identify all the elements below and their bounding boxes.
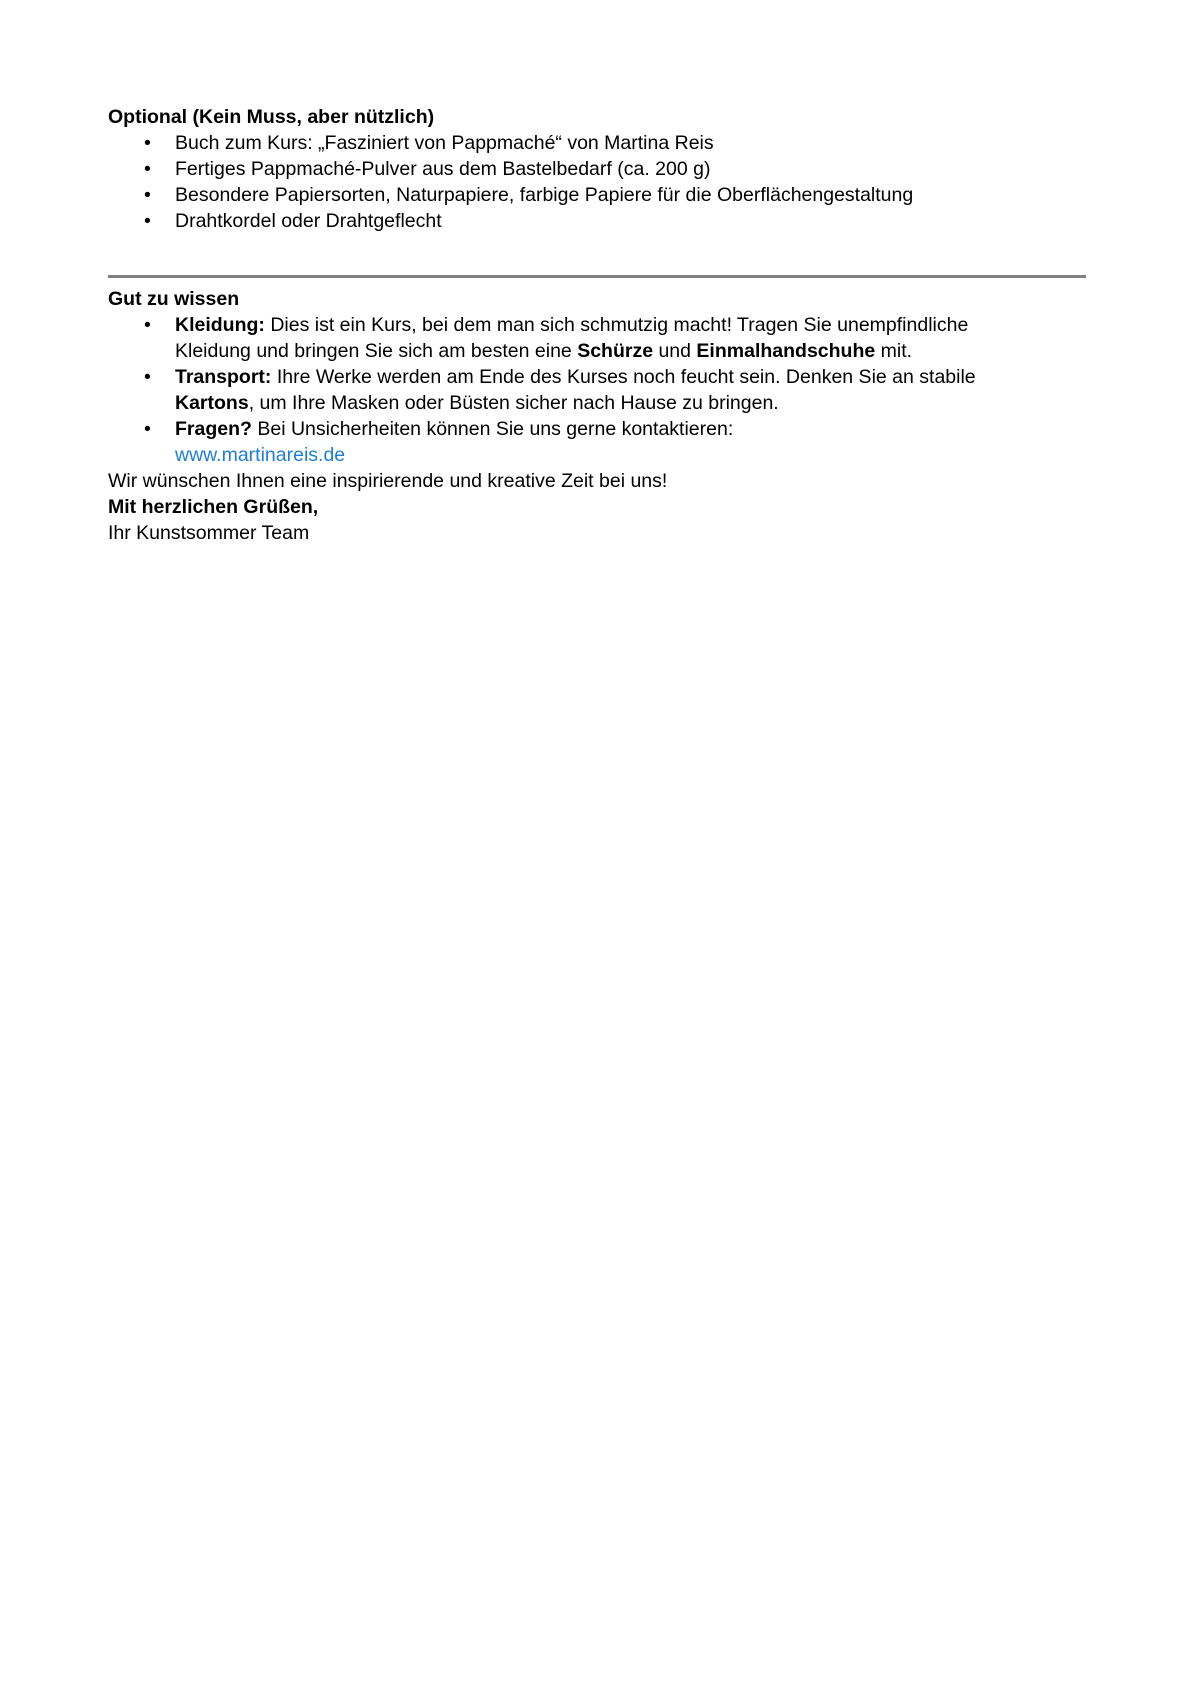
- section-optional-heading: Optional (Kein Muss, aber nützlich): [108, 106, 435, 128]
- transport-text: Ihre Werke werden am Ende des Kurses noch feucht sein. Denken Sie an stabile: [271, 366, 976, 388]
- optional-list: [108, 130, 1086, 234]
- kleidung-text: und: [653, 340, 697, 362]
- transport-bold-kartons: Kartons: [175, 392, 249, 414]
- kleidung-label: Kleidung:: [175, 314, 265, 336]
- kleidung-bold-schuerze: Schürze: [577, 340, 654, 362]
- list-item: • Fertiges Pappmaché-Pulver aus dem Bastelbedarf (ca. 200 g): [108, 156, 995, 182]
- list-item: • Drahtkordel oder Drahtgeflecht: [108, 208, 995, 234]
- kleidung-bold-handschuhe: Einmalhandschuhe: [696, 340, 876, 362]
- closing-team: Ihr Kunstsommer Team: [108, 522, 310, 544]
- fragen-label: Fragen?: [175, 418, 252, 440]
- closing-wish: Wir wünschen Ihnen eine inspirierende und kreative Zeit bei uns!: [108, 470, 668, 492]
- list-item-transport: [108, 364, 995, 416]
- list-item: • Besondere Papiersorten, Naturpapiere, farbige Papiere für die Oberflächengestaltung: [108, 182, 995, 208]
- transport-text: , um Ihre Masken oder Büsten sicher nach Hause zu bringen.: [248, 392, 779, 414]
- list-item-kleidung: [108, 312, 995, 364]
- list-item: • Buch zum Kurs: „Fasziniert von Pappmaché“ von Martina Reis: [108, 130, 995, 156]
- list-item-fragen: [108, 416, 995, 468]
- kleidung-text: mit.: [875, 340, 913, 362]
- kleidung-text: Dies ist ein Kurs, bei dem man sich schmutzig macht! Tragen Sie unempfindliche Kleidung und bringen Sie sich am besten eine: [175, 314, 969, 362]
- know-list: [108, 312, 1086, 468]
- fragen-text: Bei Unsicherheiten können Sie uns gerne kontaktieren:: [251, 418, 734, 440]
- transport-label: Transport:: [175, 366, 272, 388]
- section-know-heading: Gut zu wissen: [108, 288, 240, 310]
- section-divider: [108, 275, 1086, 278]
- closing-greeting: Mit herzlichen Grüßen,: [108, 496, 319, 518]
- website-link[interactable]: www.martinareis.de: [175, 444, 346, 466]
